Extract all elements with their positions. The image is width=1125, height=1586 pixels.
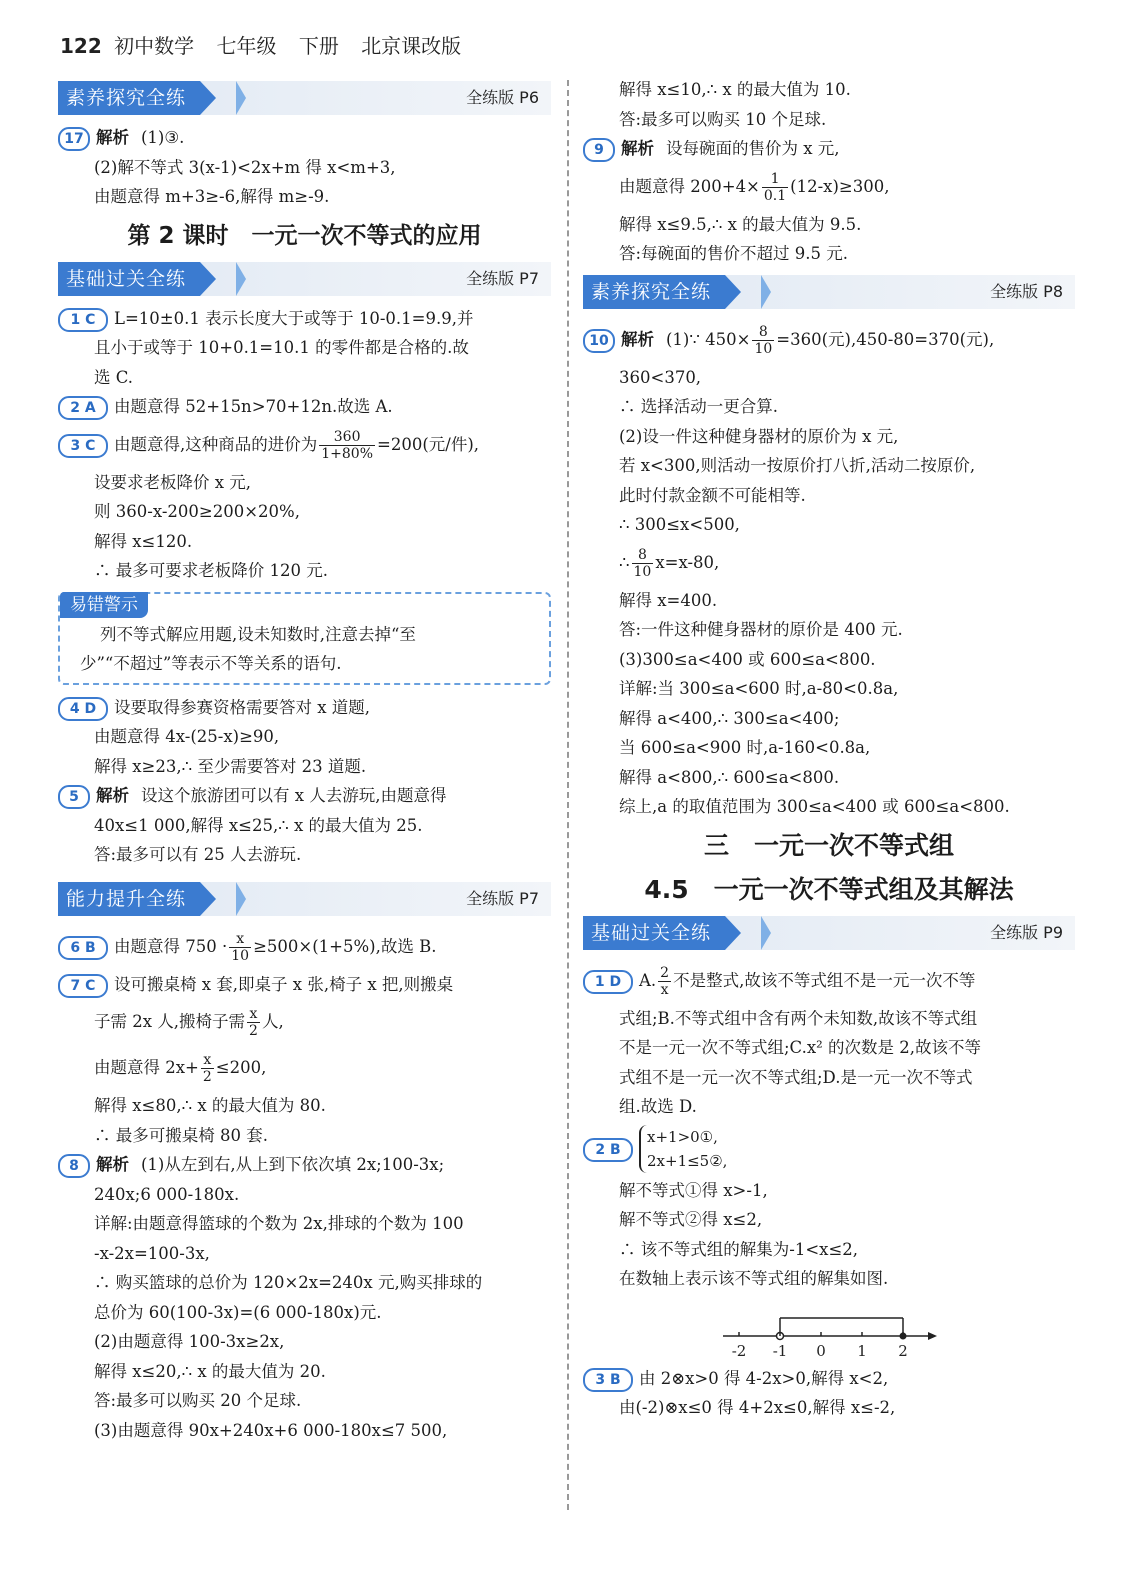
fraction: $\frac{8}{10}$ [754,323,773,357]
chevron-icon [761,916,771,950]
text-line: 解得 x≥23,∴ 至少需要答对 23 道题. [94,756,367,776]
answer-tag: 7 C [58,974,108,998]
text-line: 当 600≤a<900 时,a-160<0.8a, [619,738,871,757]
text-line: 40x≤1 000,解得 x≤25,∴ x 的最大值为 25. [94,815,423,835]
text-line: 解得 x≤80,∴ x 的最大值为 80. [94,1096,326,1115]
axis-tick-label: 2 [898,1341,908,1360]
section-title: 4.5 一元一次不等式组及其解法 [644,874,1014,904]
question-8 [58,1150,551,1445]
text-line: (1)∵ 450× [666,329,751,349]
text-line: 由题意得 m+3≥-6,解得 m≥-9. [94,187,330,206]
text-line: 人, [261,1012,284,1031]
section-banner [583,275,1075,309]
text-line: 解得 x≤9.5,∴ x 的最大值为 9.5. [619,214,862,234]
question-3 [58,422,551,586]
fraction: $\frac{1}{0.1}$ [763,170,787,204]
text-line: (2)设一件这种健身器材的原价为 x 元, [619,426,899,446]
text-line: 解得 x≤120. [94,531,193,551]
analysis-label: 解析 [96,1155,129,1174]
text-line: 由题意得 4x-(25-x)≥90, [94,727,280,746]
page-number: 122 [60,34,102,58]
text-line: ∴ 选择活动一更合算. [619,397,778,416]
question-number: 5 [58,785,90,809]
text-line: L=10±0.1 表示长度大于或等于 10-0.1=9.9,并 [114,308,474,328]
text-line: 组.故选 D. [619,1097,697,1116]
question-number: 10 [583,329,615,353]
banner-ref: 全练版 P8 [990,281,1063,301]
text-line: 设可搬桌椅 x 套,即桌子 x 张,椅子 x 把,则搬桌 [114,974,454,994]
question-1-systems [583,958,1075,1122]
lesson-title: 第 2 课时 一元一次不等式的应用 [127,222,482,249]
chevron-icon [236,81,246,115]
banner-ref: 全练版 P7 [466,888,539,908]
text-line: 列不等式解应用题,设未知数时,注意去掉“至 [100,624,416,644]
text-line: 解得 a<400,∴ 300≤a<400; [619,708,840,728]
answer-tag: 2 B [583,1138,633,1162]
banner-label: 基础过关全练 [58,262,200,296]
text-line: 由(-2)⊗x≤0 得 4+2x≤0,解得 x≤-2, [619,1398,896,1417]
text-line: 解得 a<800,∴ 600≤a<800. [619,767,840,787]
answer-tag: 2 A [58,396,108,420]
question-4 [58,693,551,782]
analysis-label: 解析 [96,128,129,147]
text-line: 设这个旅游团可以有 x 人去游玩,由题意得 [141,786,447,805]
text-line: 总价为 60(100-3x)=(6 000-180x)元. [94,1302,382,1322]
axis-tick-label: -1 [772,1341,788,1360]
text-line: ∴ 300≤x<500, [619,515,740,534]
column-divider [567,80,569,1510]
text-line: 且小于或等于 10+0.1=10.1 的零件都是合格的.故 [94,338,469,357]
text-line: (3)由题意得 90x+240x+6 000-180x≤7 500, [94,1420,448,1440]
question-8-continued [583,75,1075,134]
chevron-icon [761,275,771,309]
inequality-system [639,1125,727,1173]
text-line: A. [639,970,657,990]
analysis-label: 解析 [621,139,654,158]
question-10 [583,317,1075,822]
chevron-icon [236,882,246,916]
section-banner [58,81,551,115]
fraction: $\frac{x}{10}$ [231,930,250,964]
text-line: ∴ 该不等式组的解集为-1<x≤2, [619,1239,859,1259]
text-line: x=x-80, [655,552,720,572]
banner-ref: 全练版 P7 [466,268,539,288]
analysis-label: 解析 [621,329,654,349]
text-line: 答:每碗面的售价不超过 9.5 元. [619,244,849,263]
text-line: 答:最多可以有 25 人去游玩. [94,845,302,864]
left-column [58,75,551,1445]
header-grade: 七年级 [216,34,277,58]
text-line: ∴ 最多可搬桌椅 80 套. [94,1125,268,1145]
fraction: $\frac{x}{2}$ [249,1006,258,1039]
warning-label: 易错警示 [60,592,148,618]
text-line: 解不等式②得 x≤2, [619,1210,763,1229]
text-line: 不是整式,故该不等式组不是一元一次不等 [673,970,976,990]
banner-label: 能力提升全练 [58,882,200,916]
question-2-systems [583,1122,1075,1364]
inequality-1: x+1>0①, [647,1128,718,1146]
axis-tick-label: 1 [857,1341,867,1360]
text-line: ≥500×(1+5%),故选 B. [253,936,437,956]
text-line: (1)从左到右,从上到下依次填 2x;100-3x; [141,1155,445,1174]
text-line: =360(元),450-80=370(元), [776,329,995,349]
text-line: (12-x)≥300, [790,176,890,196]
answer-tag: 1 D [583,970,633,994]
text-line: 此时付款金额不可能相等. [619,485,806,505]
text-line: 由题意得 52+15n>70+12n.故选 A. [114,397,393,416]
fraction: $\frac{8}{10}$ [633,546,652,580]
text-line: 详解:当 300≤a<600 时,a-80<0.8a, [619,679,899,698]
number-line-diagram [723,1304,943,1364]
text-line: 少”“不超过”等表示不等关系的语句. [80,654,342,673]
section-banner [58,262,551,296]
answer-tag: 1 C [58,308,108,332]
text-line: 由题意得 750 · [114,936,228,956]
section-banner [58,882,551,916]
chevron-icon [236,262,246,296]
text-line: 设要求老板降价 x 元, [94,472,252,492]
text-line: 360<370, [619,367,702,387]
text-line: 式组不是一元一次不等式组;D.是一元一次不等式 [619,1067,973,1087]
text-line: =200(元/件), [377,434,480,454]
text-line: 由 2⊗x>0 得 4-2x>0,解得 x<2, [639,1368,889,1388]
fraction: $\frac{x}{2}$ [202,1052,212,1085]
answer-tag: 4 D [58,697,108,721]
text-line: 若 x<300,则活动一按原价打八折,活动二按原价, [619,456,976,475]
text-line: 设每碗面的售价为 x 元, [666,139,840,158]
fraction: $\frac{360}{1+80\%}$ [321,428,374,462]
right-column [583,75,1075,1423]
banner-label: 素养探究全练 [583,275,725,309]
question-9 [583,134,1075,269]
text-line: 选 C. [94,367,134,387]
axis-arrow-icon [928,1332,937,1340]
text-line: ≤200, [215,1058,267,1077]
text-line: ∴ 购买篮球的总价为 120×2x=240x 元,购买排球的 [94,1273,483,1292]
question-number: 17 [58,127,90,151]
axis-tick-label: 0 [816,1341,826,1360]
header-volume: 下册 [298,34,339,58]
question-2 [58,392,551,422]
text-line: (1)③. [141,128,185,147]
question-1 [58,304,551,393]
text-line: 解得 x≤10,∴ x 的最大值为 10. [619,80,851,99]
axis-tick-labels [732,1342,908,1360]
question-number: 8 [58,1154,90,1178]
text-line: 综上,a 的取值范围为 300≤a<400 或 600≤a<800. [619,797,1010,816]
text-line: 由题意得 200+4× [619,176,760,196]
error-warning-box [58,592,551,685]
text-line: -x-2x=100-3x, [94,1243,210,1263]
text-line: 由题意得 2x+ [94,1058,199,1077]
question-17 [58,123,551,212]
text-line: (2)由题意得 100-3x≥2x, [94,1332,285,1351]
text-line: (3)300≤a<400 或 600≤a<800. [619,649,876,669]
text-line: 答:最多可以购买 20 个足球. [94,1391,302,1410]
axis-tick-label: -2 [731,1341,747,1360]
text-line: 子需 2x 人,搬椅子需 [94,1012,246,1031]
text-line: 式组;B.不等式组中含有两个未知数,故该不等式组 [619,1008,978,1028]
question-3-systems [583,1364,1075,1423]
text-line: 240x;6 000-180x. [94,1184,240,1204]
question-number: 9 [583,138,615,162]
text-line: 则 360-x-200≥200×20%, [94,502,300,521]
text-line: ∴ 最多可要求老板降价 120 元. [94,561,328,580]
answer-tag: 6 B [58,936,108,960]
question-6 [58,924,551,970]
text-line: 答:最多可以购买 10 个足球. [619,109,827,129]
text-line: 设要取得参赛资格需要答对 x 道题, [114,697,371,717]
text-line: ∴ [619,552,630,572]
analysis-label: 解析 [96,786,129,805]
banner-label: 基础过关全练 [583,916,725,950]
banner-ref: 全练版 P6 [466,88,539,107]
text-line: 由题意得,这种商品的进价为 [114,434,318,454]
text-line: (2)解不等式 3(x-1)<2x+m 得 x<m+3, [94,157,396,177]
text-line: 详解:由题意得篮球的个数为 2x,排球的个数为 100 [94,1214,464,1233]
question-5 [58,781,551,870]
answer-tag: 3 B [583,1368,633,1392]
page-header [60,30,477,60]
header-edition: 北京课改版 [361,34,462,58]
section-banner [583,916,1075,950]
text-line: 不是一元一次不等式组;C.x² 的次数是 2,故该不等 [619,1038,981,1057]
header-subject: 初中数学 [114,34,195,58]
fraction: $\frac{2}{x}$ [660,964,670,998]
text-line: 在数轴上表示该不等式组的解集如图. [619,1269,889,1288]
banner-ref: 全练版 P9 [990,922,1063,942]
chapter-title: 三 一元一次不等式组 [703,830,954,860]
text-line: 解得 x=400. [619,590,718,610]
text-line: 解不等式①得 x>-1, [619,1180,768,1200]
banner-label: 素养探究全练 [58,81,200,115]
text-line: 答:一件这种健身器材的原价是 400 元. [619,620,903,639]
text-line: 解得 x≤20,∴ x 的最大值为 20. [94,1361,326,1381]
answer-tag: 3 C [58,434,108,458]
question-7 [58,970,551,1151]
inequality-2: 2x+1≤5②, [647,1152,728,1170]
